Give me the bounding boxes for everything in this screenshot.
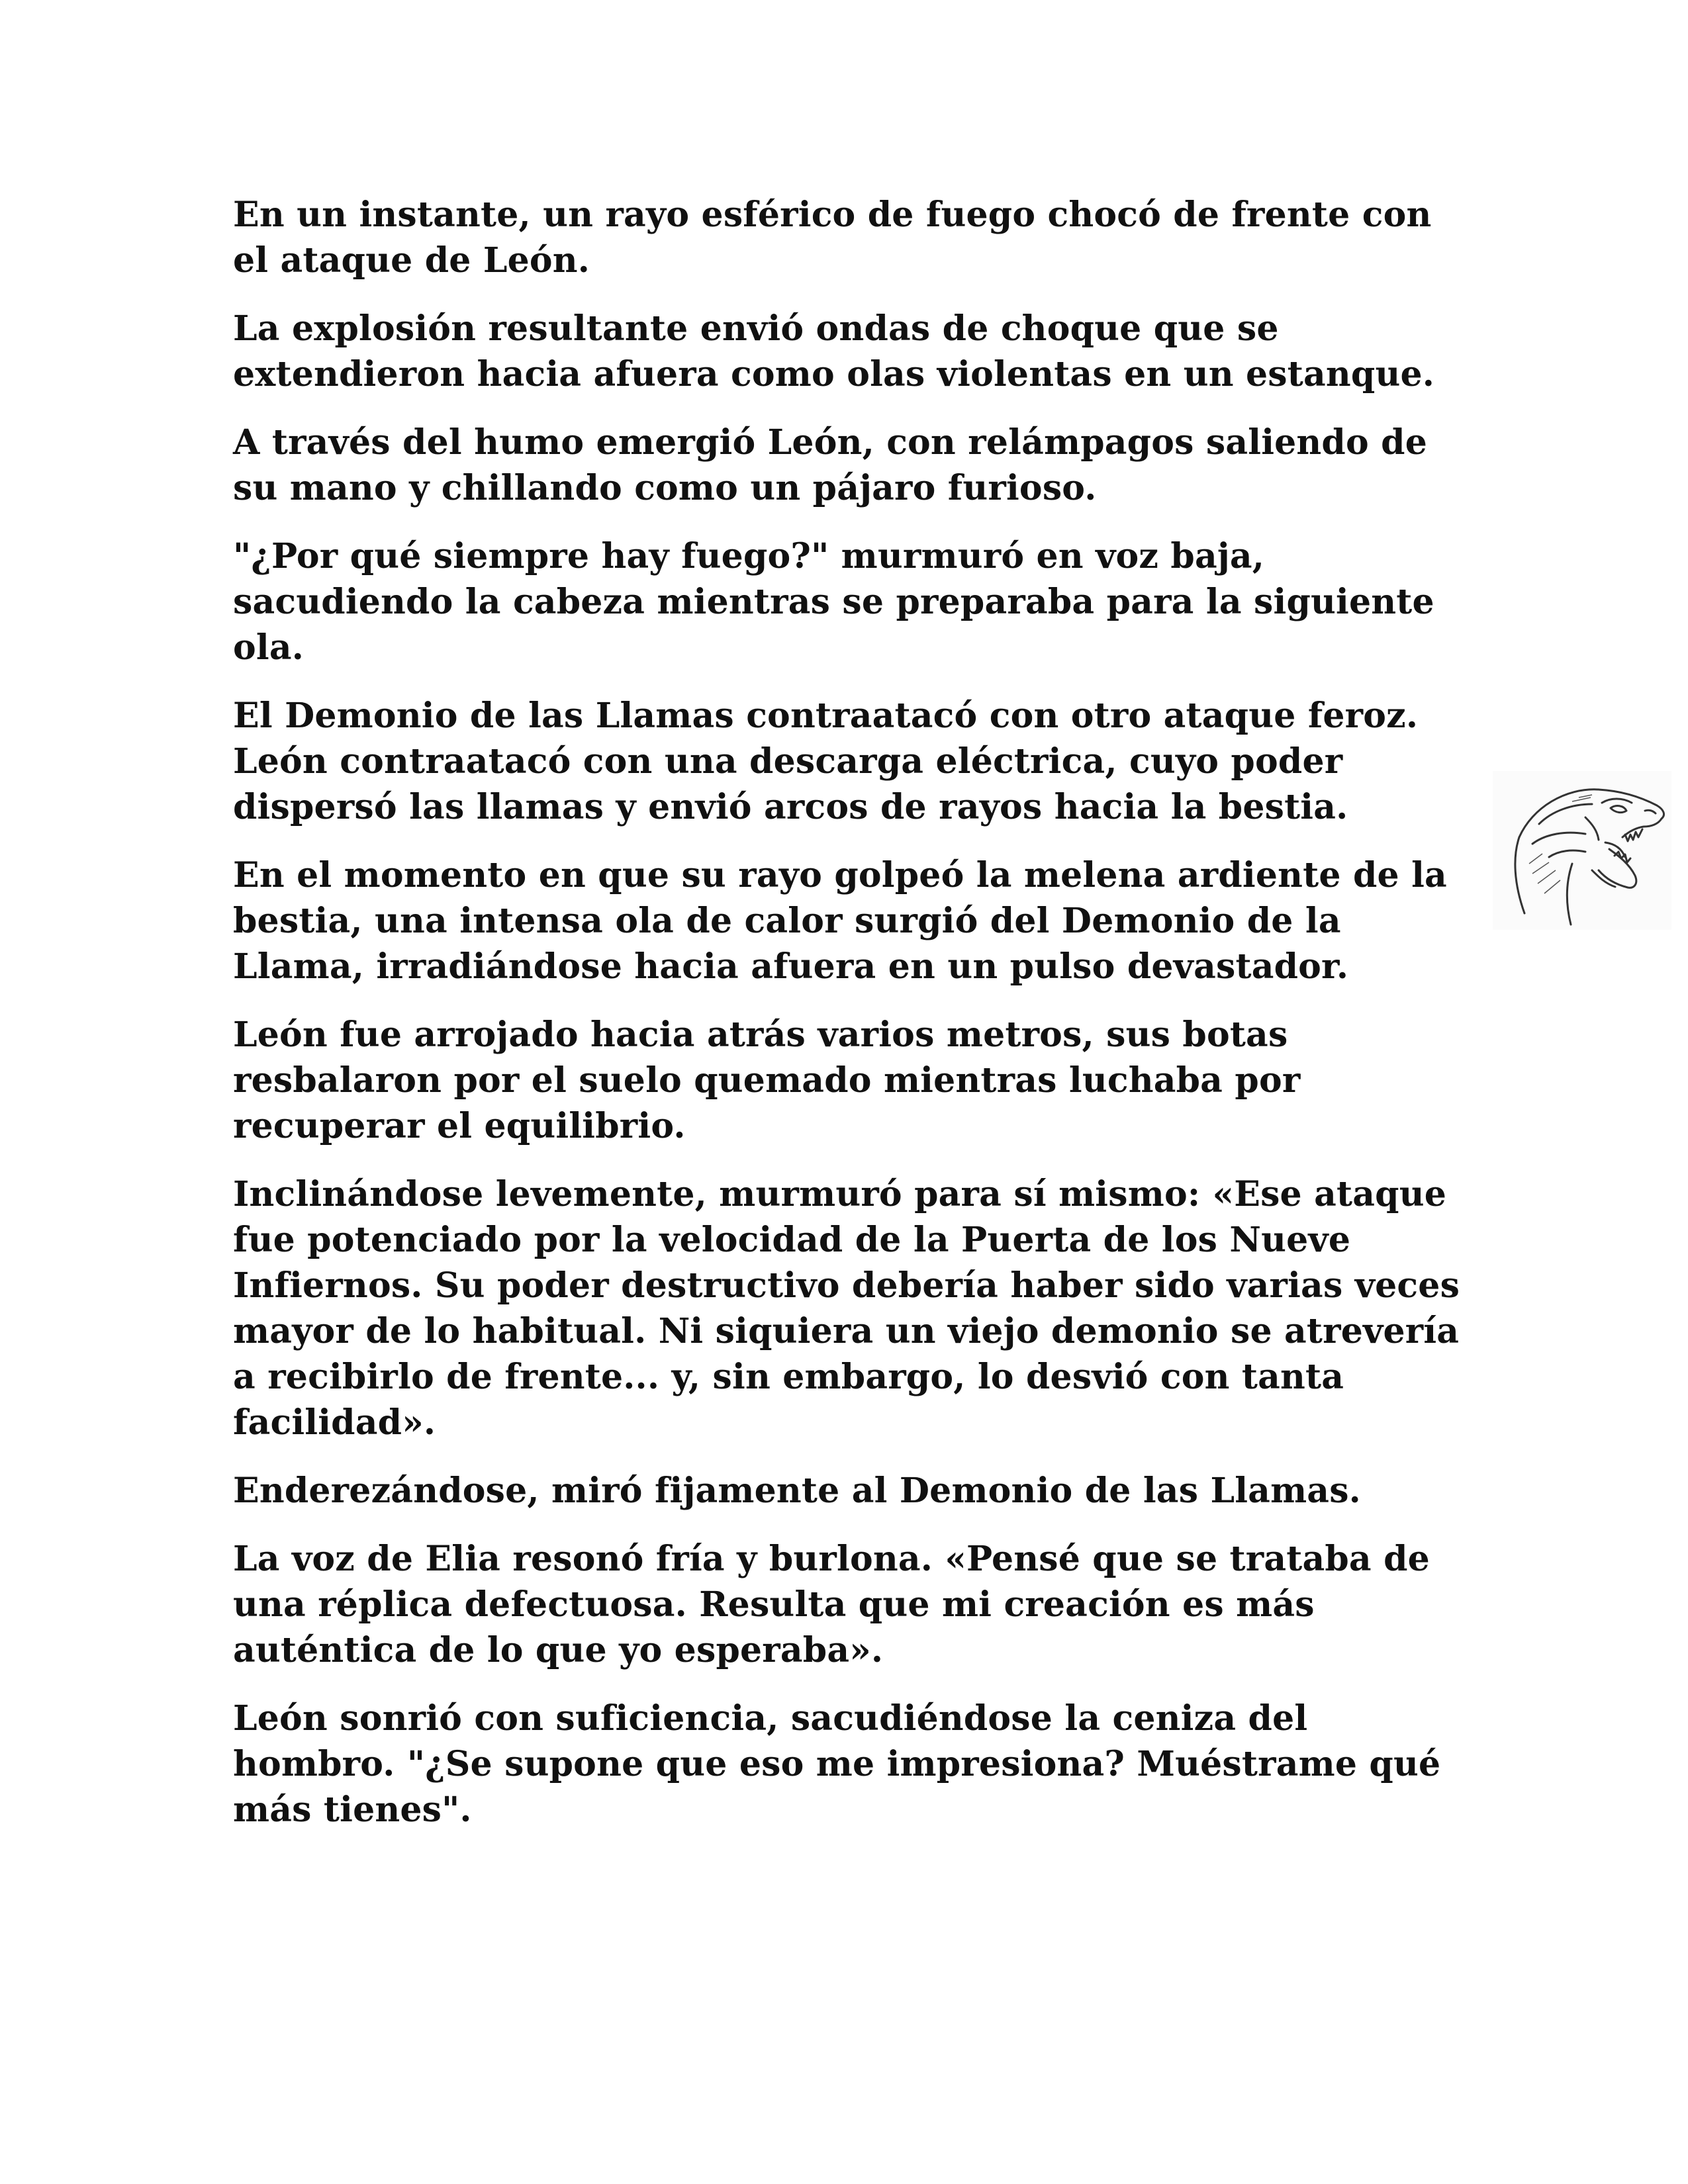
paragraph: "¿Por qué siempre hay fuego?" murmuró en voz baja, sacudiendo la cabeza mientras se preparaba para la siguiente ola. xyxy=(233,536,1434,668)
paragraph: El Demonio de las Llamas contraatacó con otro ataque feroz. León contraatacó con una descarga eléctrica, cuyo poder dispersó las llamas y envió arcos de rayos hacia la bestia. xyxy=(233,696,1419,827)
paragraph: En el momento en que su rayo golpeó la melena ardiente de la bestia, una intensa ola de calor surgió del Demonio de la Llama, irradiándose hacia afuera en un pulso devastador. xyxy=(233,855,1447,987)
paragraph: La voz de Elia resonó fría y burlona. «Pensé que se trataba de una réplica defectuosa. Resulta que mi creación es más auténtica de lo que yo esperaba». xyxy=(233,1539,1430,1670)
paragraph: A través del humo emergió León, con relámpagos saliendo de su mano y chillando como un pájaro furioso. xyxy=(233,422,1428,508)
dinosaur-head-sketch-icon xyxy=(1493,771,1671,930)
story-text xyxy=(233,192,1477,1855)
paragraph: En un instante, un rayo esférico de fuego chocó de frente con el ataque de León. xyxy=(233,195,1432,281)
paragraph: La explosión resultante envió ondas de choque que se extendieron hacia afuera como olas violentas en un estanque. xyxy=(233,308,1435,394)
paragraph: León fue arrojado hacia atrás varios metros, sus botas resbalaron por el suelo quemado mientras luchaba por recuperar el equilibrio. xyxy=(233,1015,1301,1146)
paragraph: Enderezándose, miró fijamente al Demonio de las Llamas. xyxy=(233,1471,1361,1511)
paragraph: Inclinándose levemente, murmuró para sí mismo: «Ese ataque fue potenciado por la velocidad de la Puerta de los Nueve Infiernos. Su poder destructivo debería haber sido varias veces mayor de lo habitual. Ni siquiera un viejo demonio se atrevería a recibirlo de frente... y, sin embargo, lo desvió con tanta facilidad». xyxy=(233,1174,1460,1443)
paragraph: León sonrió con suficiencia, sacudiéndose la ceniza del hombro. "¿Se supone que eso me impresiona? Muéstrame qué más tienes". xyxy=(233,1698,1441,1830)
